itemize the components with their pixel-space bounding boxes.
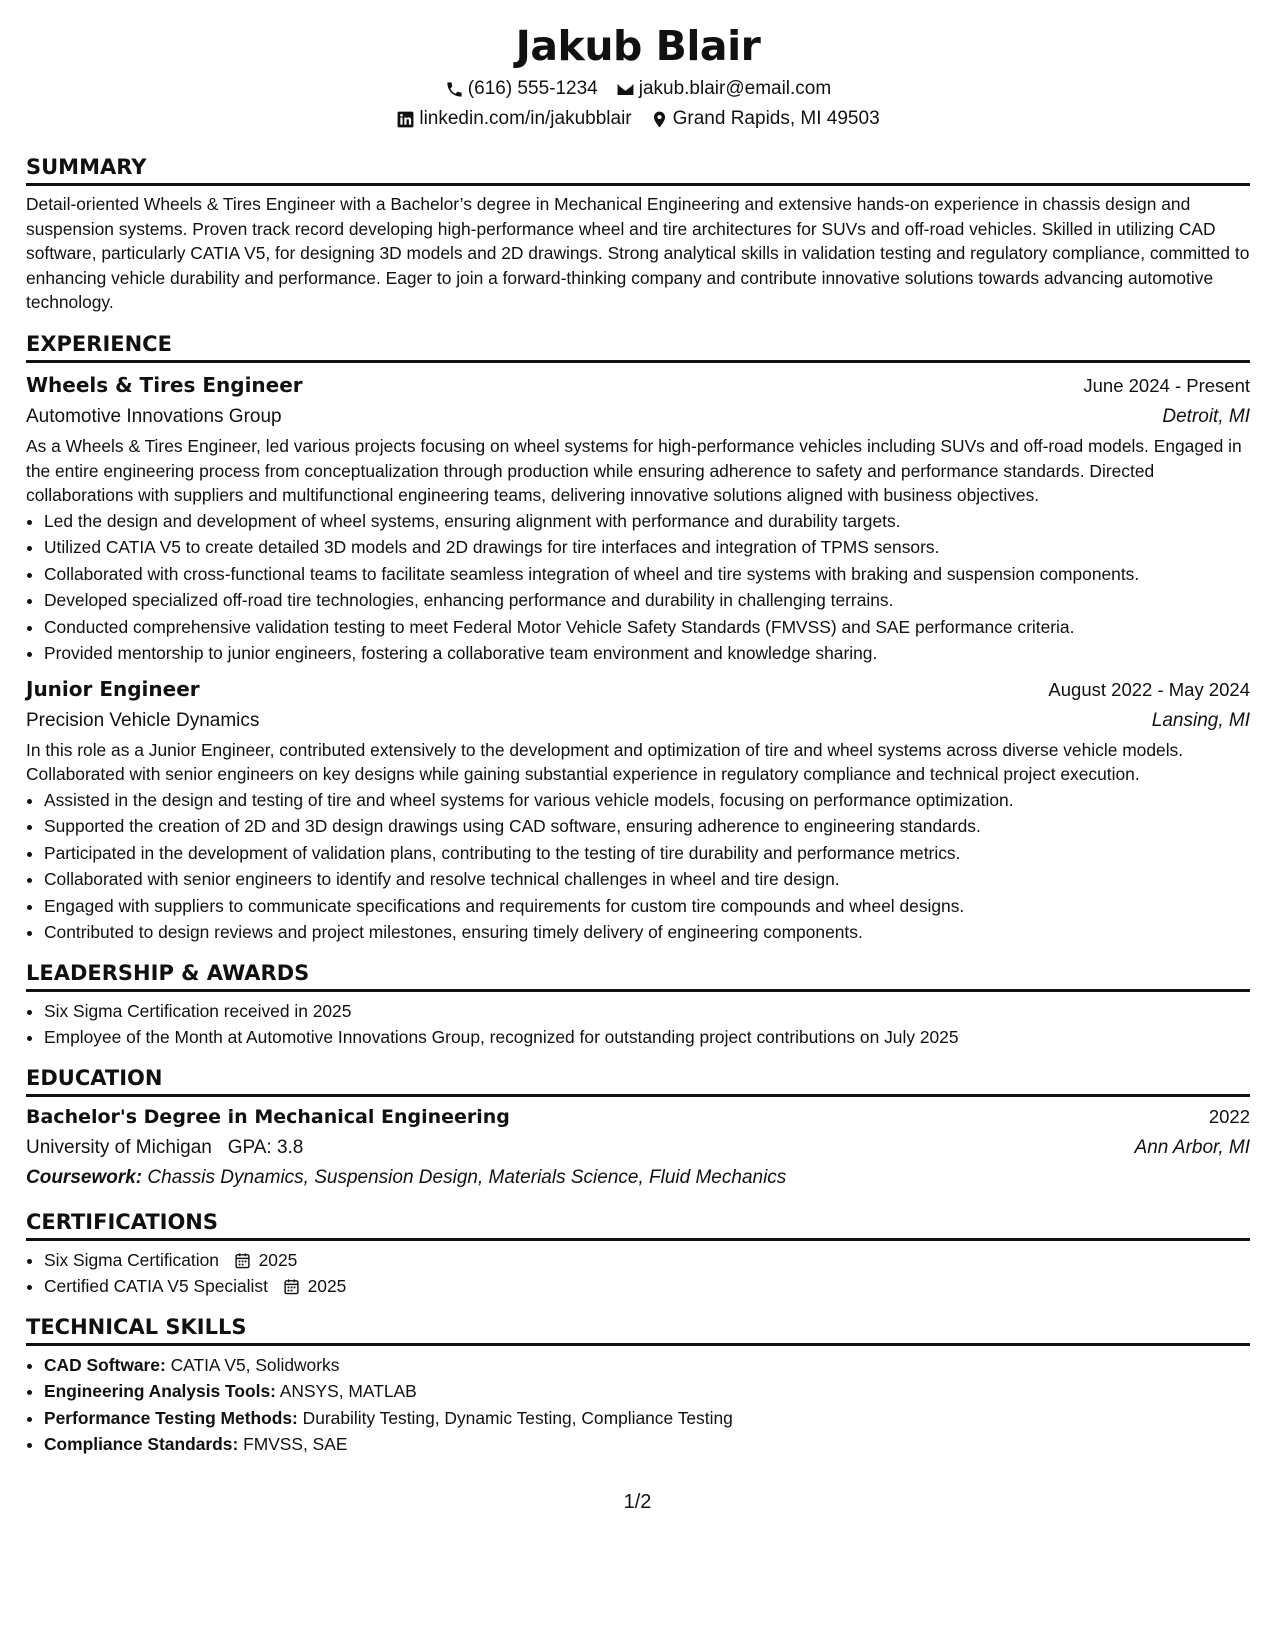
- company-name: Precision Vehicle Dynamics: [26, 709, 260, 731]
- graduation-year: 2022: [1208, 1105, 1250, 1127]
- list-item: • Provided mentorship to junior engineers, fostering a collaborative team environment and knowledge sharing.: [44, 640, 1250, 667]
- skill-value: ANSYS, MATLAB: [279, 1381, 417, 1402]
- list-item: • Six Sigma Certification received in 2025: [44, 998, 1250, 1025]
- school-name: University of Michigan: [26, 1136, 212, 1158]
- contact-line-1: [26, 74, 1250, 104]
- job-dates: June 2024 - Present: [1083, 374, 1250, 396]
- list-item: [44, 1247, 1250, 1274]
- skill-value: FMVSS, SAE: [243, 1434, 348, 1455]
- list-item: • Led the design and development of wheel systems, ensuring alignment with performance and durability targets.: [44, 508, 1250, 535]
- map-pin-icon: [650, 110, 669, 129]
- leadership-section: [26, 960, 1250, 1051]
- job-entry: [26, 369, 1250, 667]
- education-section: [26, 1065, 1250, 1193]
- candidate-name: Jakub Blair: [515, 22, 761, 70]
- phone-icon: [445, 80, 464, 99]
- job-description: In this role as a Junior Engineer, contributed extensively to the development and optimization of tire and wheel systems across diverse vehicle models. Collaborated with senior engineers on key designs while gaining substantial experience in regulatory compliance and technical project execution.: [26, 739, 1184, 785]
- skill-label: Compliance Standards:: [44, 1434, 239, 1455]
- school-location: Ann Arbor, MI: [1134, 1136, 1250, 1158]
- linkedin-url: linkedin.com/in/jakubblair: [419, 108, 632, 129]
- coursework-label: Coursework:: [26, 1166, 143, 1188]
- degree-name: Bachelor's Degree in Mechanical Engineering: [26, 1105, 510, 1128]
- list-item: [44, 1378, 1250, 1405]
- contact-line-2: [26, 104, 1250, 134]
- certification-year: 2025: [258, 1249, 298, 1270]
- company-name: Automotive Innovations Group: [26, 405, 282, 427]
- skills-section: [26, 1314, 1250, 1458]
- location-contact: [650, 104, 880, 134]
- skill-label: CAD Software:: [44, 1354, 166, 1375]
- list-item: • Participated in the development of validation plans, contributing to the testing of tire durability and performance metrics.: [44, 840, 1250, 867]
- job-bullets: [26, 787, 1250, 946]
- list-item: • Assisted in the design and testing of tire and wheel systems for various vehicle models, focusing on performance optimization.: [44, 787, 1250, 814]
- leadership-list: [26, 998, 1250, 1051]
- coursework: [26, 1163, 1250, 1193]
- linkedin-contact[interactable]: [396, 104, 631, 134]
- list-item: • Conducted comprehensive validation testing to meet Federal Motor Vehicle Safety Standards (FMVSS) and SAE performance criteria.: [44, 614, 1250, 641]
- list-item: • Utilized CATIA V5 to create detailed 3D models and 2D drawings for tire interfaces and integration of TPMS sensors.: [44, 534, 1250, 561]
- envelope-icon: [616, 80, 635, 99]
- job-dates: August 2022 - May 2024: [1048, 678, 1250, 700]
- job-title: Junior Engineer: [26, 676, 200, 701]
- resume-page: [26, 18, 1250, 1458]
- page-number: 1/2: [623, 1491, 652, 1513]
- email-contact[interactable]: [616, 74, 831, 104]
- resume-header: [26, 18, 1250, 134]
- section-title: CERTIFICATIONS: [26, 1209, 1250, 1241]
- job-title: Wheels & Tires Engineer: [26, 372, 303, 397]
- list-item: [44, 1352, 1250, 1379]
- calendar-icon: [283, 1278, 300, 1295]
- certification-name: Six Sigma Certification: [44, 1249, 219, 1270]
- skill-label: Performance Testing Methods:: [44, 1407, 298, 1428]
- phone-contact[interactable]: [445, 74, 598, 104]
- section-title: TECHNICAL SKILLS: [26, 1314, 1250, 1346]
- job-location: Lansing, MI: [1151, 709, 1250, 731]
- linkedin-icon: [396, 110, 415, 129]
- skill-value: CATIA V5, Solidworks: [170, 1354, 340, 1375]
- list-item: • Contributed to design reviews and project milestones, ensuring timely delivery of engineering components.: [44, 919, 1250, 946]
- summary-text: Detail-oriented Wheels & Tires Engineer with a Bachelor’s degree in Mechanical Engineering and extensive hands-on experience in chassis design and suspension systems. Proven track record developing high-performance wheel and tire architectures for SUVs and off-road vehicles. Skilled in utilizing CAD software, particularly CATIA V5, for designing 3D models and 2D drawings. Strong analytical skills in validation testing and regulatory compliance, committed to enhancing vehicle durability and performance. Eager to join a forward-thinking company and contribute innovative solutions towards advancing automotive technology.: [26, 194, 1250, 313]
- certifications-list: [26, 1247, 1250, 1300]
- location-text: Grand Rapids, MI 49503: [672, 108, 880, 129]
- list-item: • Collaborated with cross-functional teams to facilitate seamless integration of wheel and tire systems with braking and suspension components.: [44, 561, 1250, 588]
- phone-number: (616) 555-1234: [467, 78, 598, 99]
- experience-section: [26, 331, 1250, 946]
- certifications-section: [26, 1209, 1250, 1300]
- section-title: EDUCATION: [26, 1065, 1250, 1097]
- job-entry: [26, 673, 1250, 946]
- list-item: [44, 1431, 1250, 1458]
- calendar-icon: [234, 1252, 251, 1269]
- email-address: jakub.blair@email.com: [638, 78, 832, 99]
- section-title: LEADERSHIP & AWARDS: [26, 960, 1250, 992]
- certification-name: Certified CATIA V5 Specialist: [44, 1276, 268, 1297]
- list-item: • Supported the creation of 2D and 3D design drawings using CAD software, ensuring adherence to engineering standards.: [44, 813, 1250, 840]
- skill-label: Engineering Analysis Tools:: [44, 1381, 276, 1402]
- gpa: GPA: 3.8: [227, 1136, 304, 1158]
- job-location: Detroit, MI: [1162, 405, 1250, 427]
- certification-year: 2025: [307, 1276, 347, 1297]
- list-item: • Engaged with suppliers to communicate specifications and requirements for custom tire compounds and wheel designs.: [44, 893, 1250, 920]
- list-item: [44, 1405, 1250, 1432]
- skill-value: Durability Testing, Dynamic Testing, Compliance Testing: [302, 1407, 733, 1428]
- coursework-list: Chassis Dynamics, Suspension Design, Materials Science, Fluid Mechanics: [147, 1166, 787, 1188]
- school-info: [26, 1133, 303, 1163]
- section-title: EXPERIENCE: [26, 331, 1250, 363]
- job-description: As a Wheels & Tires Engineer, led various projects focusing on wheel systems for high-performance vehicles including SUVs and off-road models. Engaged in the entire engineering process from conceptualization through production while ensuring adherence to safety and performance standards. Directed collaborations with suppliers and multifunctional engineering teams, delivering innovative solutions aligned with business objectives.: [26, 435, 1242, 506]
- section-title: SUMMARY: [26, 154, 1250, 186]
- list-item: • Developed specialized off-road tire technologies, enhancing performance and durability in challenging terrains.: [44, 587, 1250, 614]
- skills-list: [26, 1352, 1250, 1458]
- job-bullets: [26, 508, 1250, 667]
- summary-section: [26, 154, 1250, 315]
- list-item: [44, 1273, 1250, 1300]
- list-item: • Employee of the Month at Automotive Innovations Group, recognized for outstanding project contributions on July 2025: [44, 1024, 1250, 1051]
- list-item: • Collaborated with senior engineers to identify and resolve technical challenges in wheel and tire design.: [44, 866, 1250, 893]
